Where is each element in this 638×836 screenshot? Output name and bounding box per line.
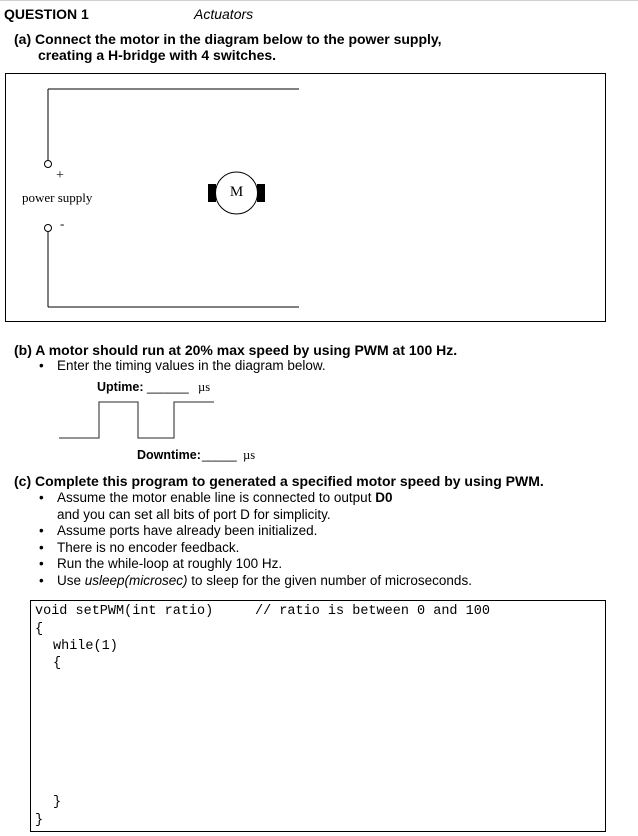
plus-sign: + <box>56 168 64 183</box>
minus-sign: - <box>60 216 65 231</box>
function-open-brace: { <box>35 622 44 637</box>
code-comment: // ratio is between 0 and 100 <box>255 604 490 619</box>
part-a-heading-line2: creating a H-bridge with 4 switches. <box>38 47 277 63</box>
part-c-bullets <box>34 490 472 590</box>
downtime-unit: µs <box>243 448 256 462</box>
list-item: • Assume ports have already been initialized. <box>39 523 318 539</box>
function-close-brace: } <box>35 813 44 828</box>
downtime-label: Downtime: <box>137 448 201 462</box>
part-b-heading: (b) A motor should run at 20% max speed by using PWM at 100 Hz. <box>14 342 458 358</box>
list-item: • Assume the motor enable line is connected to output D0 <box>39 490 393 505</box>
part-c-heading: (c) Complete this program to generated a specified motor speed by using PWM. <box>14 473 544 489</box>
question-topic: Actuators <box>194 6 254 22</box>
power-supply-label: power supply <box>22 190 93 205</box>
while-statement: while(1) <box>53 639 118 654</box>
part-a-heading-line1: (a) Connect the motor in the diagram below to the power supply, <box>14 31 442 47</box>
list-item: • There is no encoder feedback. <box>39 539 240 555</box>
uptime-label: Uptime: <box>97 380 144 394</box>
while-open-brace: { <box>53 656 62 671</box>
uptime-blank[interactable]: ______ <box>147 380 189 394</box>
uptime-unit: µs <box>198 380 211 394</box>
list-item: • Run the while-loop at roughly 100 Hz. <box>39 556 283 572</box>
list-item-continuation: and you can set all bits of port D for simplicity. <box>57 506 331 522</box>
function-signature: void setPWM(int ratio) <box>35 604 214 619</box>
list-item: • Use usleep(microsec) to sleep for the given number of microseconds. <box>39 572 472 588</box>
question-number: QUESTION 1 <box>4 6 89 22</box>
code-answer-box[interactable] <box>30 600 606 832</box>
motor-label: M <box>229 184 244 200</box>
list-item: • Enter the timing values in the diagram below. <box>39 358 326 373</box>
while-close-brace: } <box>53 795 62 810</box>
downtime-blank[interactable]: _____ <box>202 448 237 462</box>
